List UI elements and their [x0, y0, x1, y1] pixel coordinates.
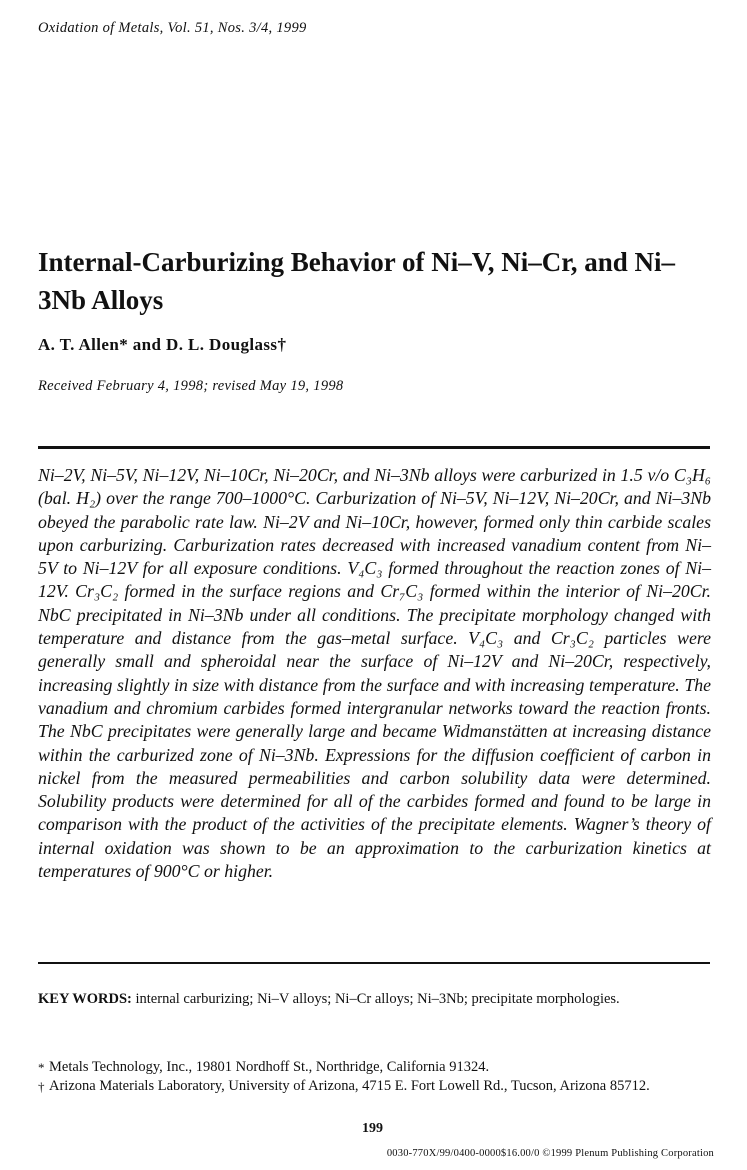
received-dates: Received February 4, 1998; revised May 19, 1998 — [38, 378, 344, 394]
abstract-top-rule — [38, 446, 710, 449]
page-number: 199 — [362, 1121, 383, 1136]
footnote-2 — [38, 1077, 710, 1096]
footnote-1-text: Metals Technology, Inc., 19801 Nordhoff St., Northridge, California 91324. — [49, 1059, 490, 1075]
footnote-1 — [38, 1058, 710, 1077]
footnote-2-text: Arizona Materials Laboratory, University of Arizona, 4715 E. Fort Lowell Rd., Tucson, Arizona 85712. — [49, 1078, 650, 1094]
keywords-label: KEY WORDS: — [38, 991, 132, 1007]
footnotes — [38, 1058, 710, 1096]
abstract-bottom-rule — [38, 962, 710, 964]
author-list: A. T. Allen* and D. L. Douglass† — [38, 335, 287, 354]
abstract-text: Ni–2V, Ni–5V, Ni–12V, Ni–10Cr, Ni–20Cr, and Ni–3Nb alloys were carburized in 1.5 v/o C₃H₆ (bal. H₂) over the range 700–1000°C. Carburization of Ni–5V, Ni–12V, Ni–20Cr, and Ni–3Nb obeyed the parabolic rate law. Ni–2V and Ni–10Cr, however, formed only thin carbide scales upon carburizing. Carburization rates decreased with increased vanadium content from Ni–5V to Ni–12V for all exposure conditions. V₄C₃ formed throughout the reaction zones of Ni–12V. Cr₃C₂ formed in the surface regions and Cr₇C₃ formed within the interior of Ni–20Cr. NbC precipitated in Ni–3Nb under all conditions. The precipitate morphology changed with temperature and distance from the gas–metal surface. V₄C₃ and Cr₃C₂ particles were generally small and spheroidal near the surface of Ni–12V and Ni–20Cr, respectively, increasing slightly in size with distance from the surface and with increasing temperature. The vanadium and chromium carbides formed intergranular networks toward the reaction fronts. The NbC precipitates were generally large and became Widmanstätten at increasing distance within the carburized zone of Ni–3Nb. Expressions for the diffusion coefficient of carbon in nickel from the measured permeabilities and carbon solubility data were determined. Solubility products were determined for all of the carbides formed and found to be large in comparison with the product of the activities of the precipitate elements. Wagner’s theory of internal oxidation was shown to be an approximation to the carburization kinetics at temperatures of 900°C or higher. — [38, 465, 711, 882]
keywords — [38, 989, 710, 1009]
footnote-1-mark: * — [38, 1060, 45, 1075]
journal-citation: Oxidation of Metals, Vol. 51, Nos. 3/4, 1999 — [38, 20, 307, 36]
footnote-2-mark: † — [38, 1079, 45, 1094]
paper-title: Internal-Carburizing Behavior of Ni–V, Ni–Cr, and Ni–3Nb Alloys — [38, 247, 676, 315]
copyright-line: 0030-770X/99/0400-0000$16.00/0 ©1999 Plenum Publishing Corporation — [386, 1148, 714, 1159]
keywords-text: internal carburizing; Ni–V alloys; Ni–Cr alloys; Ni–3Nb; precipitate morphologies. — [135, 991, 620, 1007]
